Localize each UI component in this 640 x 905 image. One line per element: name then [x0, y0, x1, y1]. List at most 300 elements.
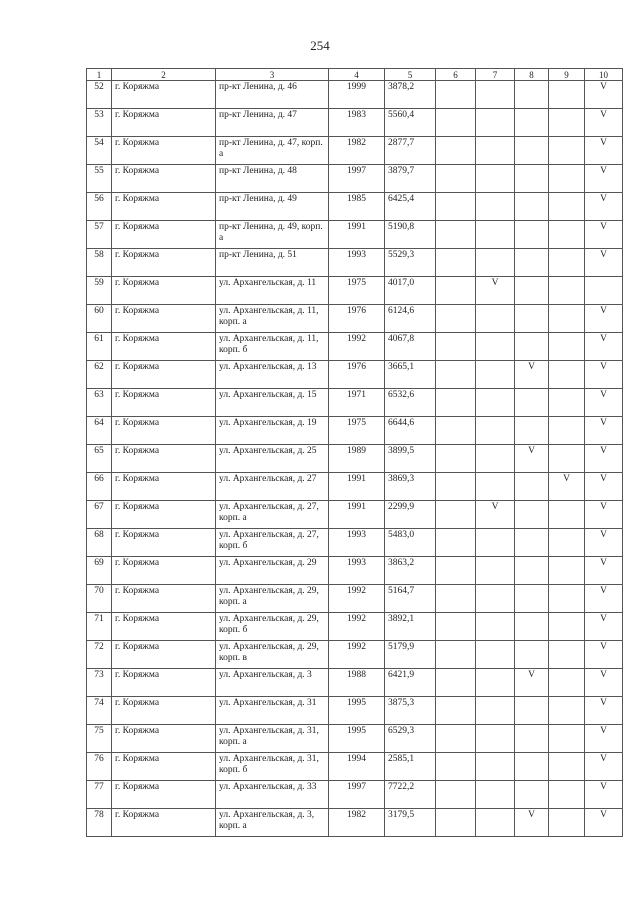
col6-mark	[436, 165, 476, 193]
area-cell: 3665,1	[385, 361, 436, 389]
city-cell: г. Коряжма	[112, 193, 216, 221]
table-row	[87, 697, 623, 725]
city-cell: г. Коряжма	[112, 557, 216, 585]
col8-mark	[515, 249, 549, 277]
col7-mark: V	[476, 501, 515, 529]
city-cell: г. Коряжма	[112, 725, 216, 753]
city-cell: г. Коряжма	[112, 137, 216, 165]
col7-mark	[476, 417, 515, 445]
table-row	[87, 109, 623, 137]
col9-mark	[549, 641, 585, 669]
address-cell: ул. Архангельская, д. 29, корп. а	[216, 585, 329, 613]
header-row	[87, 69, 623, 81]
area-cell: 3892,1	[385, 613, 436, 641]
city-cell: г. Коряжма	[112, 613, 216, 641]
col6-mark	[436, 137, 476, 165]
col9-mark	[549, 613, 585, 641]
col10-mark: V	[585, 641, 623, 669]
col8-mark	[515, 725, 549, 753]
year-cell: 1993	[329, 557, 385, 585]
col7-mark	[476, 781, 515, 809]
table-row	[87, 753, 623, 781]
area-cell: 6644,6	[385, 417, 436, 445]
col8-mark	[515, 557, 549, 585]
area-cell: 2877,7	[385, 137, 436, 165]
col9-mark	[549, 557, 585, 585]
city-cell: г. Коряжма	[112, 697, 216, 725]
col8-mark	[515, 417, 549, 445]
col10-mark: V	[585, 109, 623, 137]
year-cell: 1971	[329, 389, 385, 417]
col10-mark: V	[585, 613, 623, 641]
col10-mark: V	[585, 165, 623, 193]
year-cell: 1975	[329, 277, 385, 305]
col6-mark	[436, 501, 476, 529]
area-cell: 6425,4	[385, 193, 436, 221]
year-cell: 1992	[329, 333, 385, 361]
col6-mark	[436, 249, 476, 277]
row-number: 57	[87, 221, 112, 249]
col8-mark	[515, 641, 549, 669]
area-cell: 7722,2	[385, 781, 436, 809]
address-cell: пр-кт Ленина, д. 51	[216, 249, 329, 277]
col8-mark	[515, 613, 549, 641]
col7-mark	[476, 193, 515, 221]
col10-mark: V	[585, 557, 623, 585]
row-number: 59	[87, 277, 112, 305]
year-cell: 1994	[329, 753, 385, 781]
col7-mark	[476, 809, 515, 837]
col7-mark	[476, 557, 515, 585]
col6-mark	[436, 669, 476, 697]
col7-mark	[476, 305, 515, 333]
area-cell: 3899,5	[385, 445, 436, 473]
address-cell: ул. Архангельская, д. 25	[216, 445, 329, 473]
col6-mark	[436, 781, 476, 809]
city-cell: г. Коряжма	[112, 641, 216, 669]
col8-mark	[515, 137, 549, 165]
address-cell: ул. Архангельская, д. 27, корп. б	[216, 529, 329, 557]
year-cell: 1997	[329, 165, 385, 193]
col8-mark	[515, 753, 549, 781]
col6-mark	[436, 613, 476, 641]
col9-mark	[549, 445, 585, 473]
col6-mark	[436, 529, 476, 557]
col6-mark	[436, 641, 476, 669]
year-cell: 1982	[329, 137, 385, 165]
city-cell: г. Коряжма	[112, 389, 216, 417]
col10-mark: V	[585, 389, 623, 417]
area-cell: 6532,6	[385, 389, 436, 417]
row-number: 72	[87, 641, 112, 669]
row-number: 63	[87, 389, 112, 417]
address-cell: ул. Архангельская, д. 3, корп. а	[216, 809, 329, 837]
area-cell: 6421,9	[385, 669, 436, 697]
year-cell: 1992	[329, 641, 385, 669]
table-row	[87, 501, 623, 529]
col9-mark	[549, 361, 585, 389]
area-cell: 6124,6	[385, 305, 436, 333]
row-number: 68	[87, 529, 112, 557]
row-number: 67	[87, 501, 112, 529]
col10-mark	[585, 277, 623, 305]
city-cell: г. Коряжма	[112, 585, 216, 613]
col6-mark	[436, 109, 476, 137]
city-cell: г. Коряжма	[112, 445, 216, 473]
table-row	[87, 557, 623, 585]
area-cell: 3875,3	[385, 697, 436, 725]
col9-mark	[549, 165, 585, 193]
page-number: 254	[310, 38, 330, 53]
col8-mark	[515, 81, 549, 109]
area-cell: 5190,8	[385, 221, 436, 249]
col7-mark	[476, 249, 515, 277]
row-number: 70	[87, 585, 112, 613]
area-cell: 4017,0	[385, 277, 436, 305]
col8-mark	[515, 781, 549, 809]
area-cell: 6529,3	[385, 725, 436, 753]
address-cell: ул. Архангельская, д. 27, корп. а	[216, 501, 329, 529]
address-cell: ул. Архангельская, д. 31	[216, 697, 329, 725]
table-row	[87, 221, 623, 249]
table-row	[87, 809, 623, 837]
area-cell: 3878,2	[385, 81, 436, 109]
row-number: 56	[87, 193, 112, 221]
col6-mark	[436, 277, 476, 305]
col6-mark	[436, 417, 476, 445]
col7-mark	[476, 697, 515, 725]
col6-mark	[436, 809, 476, 837]
col10-mark: V	[585, 137, 623, 165]
col7-mark	[476, 725, 515, 753]
row-number: 60	[87, 305, 112, 333]
col6-mark	[436, 585, 476, 613]
col7-mark	[476, 613, 515, 641]
row-number: 61	[87, 333, 112, 361]
year-cell: 1976	[329, 361, 385, 389]
year-cell: 1988	[329, 669, 385, 697]
col6-mark	[436, 725, 476, 753]
address-cell: ул. Архангельская, д. 29, корп. в	[216, 641, 329, 669]
col10-mark: V	[585, 333, 623, 361]
table-row	[87, 725, 623, 753]
table-row	[87, 361, 623, 389]
row-number: 78	[87, 809, 112, 837]
col9-mark: V	[549, 473, 585, 501]
table-row	[87, 529, 623, 557]
table-row	[87, 333, 623, 361]
table-row	[87, 389, 623, 417]
year-cell: 1995	[329, 697, 385, 725]
col8-mark	[515, 193, 549, 221]
city-cell: г. Коряжма	[112, 809, 216, 837]
col8-mark	[515, 165, 549, 193]
address-cell: пр-кт Ленина, д. 49	[216, 193, 329, 221]
col9-mark	[549, 697, 585, 725]
col9-mark	[549, 781, 585, 809]
col6-mark	[436, 697, 476, 725]
area-cell: 2585,1	[385, 753, 436, 781]
address-cell: ул. Архангельская, д. 13	[216, 361, 329, 389]
column-header: 5	[385, 69, 436, 81]
row-number: 53	[87, 109, 112, 137]
col9-mark	[549, 333, 585, 361]
year-cell: 1993	[329, 249, 385, 277]
col8-mark	[515, 473, 549, 501]
col8-mark: V	[515, 445, 549, 473]
col10-mark: V	[585, 809, 623, 837]
col7-mark	[476, 753, 515, 781]
year-cell: 1982	[329, 809, 385, 837]
col8-mark	[515, 109, 549, 137]
address-cell: пр-кт Ленина, д. 49, корп. а	[216, 221, 329, 249]
col9-mark	[549, 501, 585, 529]
column-header: 6	[436, 69, 476, 81]
city-cell: г. Коряжма	[112, 361, 216, 389]
row-number: 55	[87, 165, 112, 193]
col9-mark	[549, 305, 585, 333]
area-cell: 5529,3	[385, 249, 436, 277]
year-cell: 1997	[329, 781, 385, 809]
col7-mark	[476, 473, 515, 501]
row-number: 73	[87, 669, 112, 697]
table-row	[87, 473, 623, 501]
city-cell: г. Коряжма	[112, 753, 216, 781]
col8-mark	[515, 529, 549, 557]
area-cell: 5164,7	[385, 585, 436, 613]
col7-mark	[476, 641, 515, 669]
col8-mark: V	[515, 809, 549, 837]
row-number: 62	[87, 361, 112, 389]
col7-mark	[476, 389, 515, 417]
table-row	[87, 417, 623, 445]
year-cell: 1993	[329, 529, 385, 557]
city-cell: г. Коряжма	[112, 669, 216, 697]
col9-mark	[549, 809, 585, 837]
col7-mark	[476, 669, 515, 697]
col9-mark	[549, 193, 585, 221]
row-number: 64	[87, 417, 112, 445]
row-number: 77	[87, 781, 112, 809]
col10-mark: V	[585, 753, 623, 781]
col9-mark	[549, 725, 585, 753]
col6-mark	[436, 361, 476, 389]
col10-mark: V	[585, 669, 623, 697]
col9-mark	[549, 753, 585, 781]
col10-mark: V	[585, 193, 623, 221]
table-row	[87, 669, 623, 697]
col7-mark	[476, 137, 515, 165]
year-cell: 1992	[329, 585, 385, 613]
col9-mark	[549, 529, 585, 557]
year-cell: 1983	[329, 109, 385, 137]
col8-mark	[515, 221, 549, 249]
col10-mark: V	[585, 81, 623, 109]
address-cell: ул. Архангельская, д. 29	[216, 557, 329, 585]
table-row	[87, 781, 623, 809]
area-cell: 3863,2	[385, 557, 436, 585]
city-cell: г. Коряжма	[112, 165, 216, 193]
col10-mark: V	[585, 361, 623, 389]
city-cell: г. Коряжма	[112, 109, 216, 137]
area-cell: 3879,7	[385, 165, 436, 193]
col9-mark	[549, 417, 585, 445]
year-cell: 1991	[329, 501, 385, 529]
address-cell: ул. Архангельская, д. 27	[216, 473, 329, 501]
area-cell: 2299,9	[385, 501, 436, 529]
row-number: 65	[87, 445, 112, 473]
row-number: 71	[87, 613, 112, 641]
col9-mark	[549, 669, 585, 697]
col7-mark	[476, 529, 515, 557]
col10-mark: V	[585, 221, 623, 249]
area-cell: 5483,0	[385, 529, 436, 557]
col8-mark: V	[515, 361, 549, 389]
year-cell: 1999	[329, 81, 385, 109]
col7-mark	[476, 81, 515, 109]
col9-mark	[549, 249, 585, 277]
address-cell: ул. Архангельская, д. 3	[216, 669, 329, 697]
col10-mark: V	[585, 473, 623, 501]
col6-mark	[436, 389, 476, 417]
col7-mark: V	[476, 277, 515, 305]
col10-mark: V	[585, 445, 623, 473]
col6-mark	[436, 81, 476, 109]
col9-mark	[549, 389, 585, 417]
table-row	[87, 305, 623, 333]
city-cell: г. Коряжма	[112, 417, 216, 445]
column-header: 2	[112, 69, 216, 81]
city-cell: г. Коряжма	[112, 221, 216, 249]
col8-mark	[515, 305, 549, 333]
row-number: 75	[87, 725, 112, 753]
year-cell: 1991	[329, 473, 385, 501]
area-cell: 5179,9	[385, 641, 436, 669]
row-number: 58	[87, 249, 112, 277]
table-row	[87, 249, 623, 277]
address-cell: ул. Архангельская, д. 15	[216, 389, 329, 417]
table-row	[87, 585, 623, 613]
address-cell: ул. Архангельская, д. 33	[216, 781, 329, 809]
col10-mark: V	[585, 501, 623, 529]
year-cell: 1975	[329, 417, 385, 445]
row-number: 76	[87, 753, 112, 781]
col8-mark	[515, 585, 549, 613]
table-row	[87, 165, 623, 193]
year-cell: 1989	[329, 445, 385, 473]
col6-mark	[436, 557, 476, 585]
table-row	[87, 277, 623, 305]
col10-mark: V	[585, 529, 623, 557]
row-number: 69	[87, 557, 112, 585]
city-cell: г. Коряжма	[112, 249, 216, 277]
row-number: 74	[87, 697, 112, 725]
col6-mark	[436, 445, 476, 473]
col7-mark	[476, 333, 515, 361]
year-cell: 1991	[329, 221, 385, 249]
address-cell: пр-кт Ленина, д. 47, корп. а	[216, 137, 329, 165]
col6-mark	[436, 221, 476, 249]
table-row	[87, 137, 623, 165]
address-cell: пр-кт Ленина, д. 48	[216, 165, 329, 193]
address-cell: ул. Архангельская, д. 11, корп. а	[216, 305, 329, 333]
col10-mark: V	[585, 697, 623, 725]
col8-mark	[515, 697, 549, 725]
address-cell: ул. Архангельская, д. 31, корп. а	[216, 725, 329, 753]
column-header: 3	[216, 69, 329, 81]
table-row	[87, 193, 623, 221]
col7-mark	[476, 445, 515, 473]
column-header: 7	[476, 69, 515, 81]
city-cell: г. Коряжма	[112, 81, 216, 109]
col7-mark	[476, 165, 515, 193]
col6-mark	[436, 305, 476, 333]
year-cell: 1985	[329, 193, 385, 221]
city-cell: г. Коряжма	[112, 781, 216, 809]
housing-table	[86, 68, 623, 837]
row-number: 54	[87, 137, 112, 165]
address-cell: пр-кт Ленина, д. 47	[216, 109, 329, 137]
col7-mark	[476, 585, 515, 613]
city-cell: г. Коряжма	[112, 333, 216, 361]
col8-mark: V	[515, 669, 549, 697]
col9-mark	[549, 109, 585, 137]
col7-mark	[476, 361, 515, 389]
row-number: 66	[87, 473, 112, 501]
year-cell: 1992	[329, 613, 385, 641]
year-cell: 1976	[329, 305, 385, 333]
area-cell: 4067,8	[385, 333, 436, 361]
col9-mark	[549, 585, 585, 613]
column-header: 8	[515, 69, 549, 81]
city-cell: г. Коряжма	[112, 529, 216, 557]
table-body	[87, 81, 623, 837]
row-number: 52	[87, 81, 112, 109]
col10-mark: V	[585, 249, 623, 277]
col9-mark	[549, 137, 585, 165]
table-row	[87, 641, 623, 669]
year-cell: 1995	[329, 725, 385, 753]
col10-mark: V	[585, 781, 623, 809]
city-cell: г. Коряжма	[112, 473, 216, 501]
city-cell: г. Коряжма	[112, 305, 216, 333]
address-cell: ул. Архангельская, д. 31, корп. б	[216, 753, 329, 781]
col8-mark	[515, 333, 549, 361]
col10-mark: V	[585, 305, 623, 333]
col6-mark	[436, 333, 476, 361]
col6-mark	[436, 753, 476, 781]
col9-mark	[549, 277, 585, 305]
address-cell: ул. Архангельская, д. 11	[216, 277, 329, 305]
city-cell: г. Коряжма	[112, 277, 216, 305]
col8-mark	[515, 501, 549, 529]
col6-mark	[436, 473, 476, 501]
table-row	[87, 445, 623, 473]
area-cell: 3869,3	[385, 473, 436, 501]
column-header: 1	[87, 69, 112, 81]
col7-mark	[476, 221, 515, 249]
address-cell: ул. Архангельская, д. 19	[216, 417, 329, 445]
column-header: 9	[549, 69, 585, 81]
col6-mark	[436, 193, 476, 221]
col7-mark	[476, 109, 515, 137]
address-cell: ул. Архангельская, д. 29, корп. б	[216, 613, 329, 641]
col8-mark	[515, 277, 549, 305]
col10-mark: V	[585, 725, 623, 753]
area-cell: 3179,5	[385, 809, 436, 837]
col9-mark	[549, 81, 585, 109]
col10-mark: V	[585, 585, 623, 613]
